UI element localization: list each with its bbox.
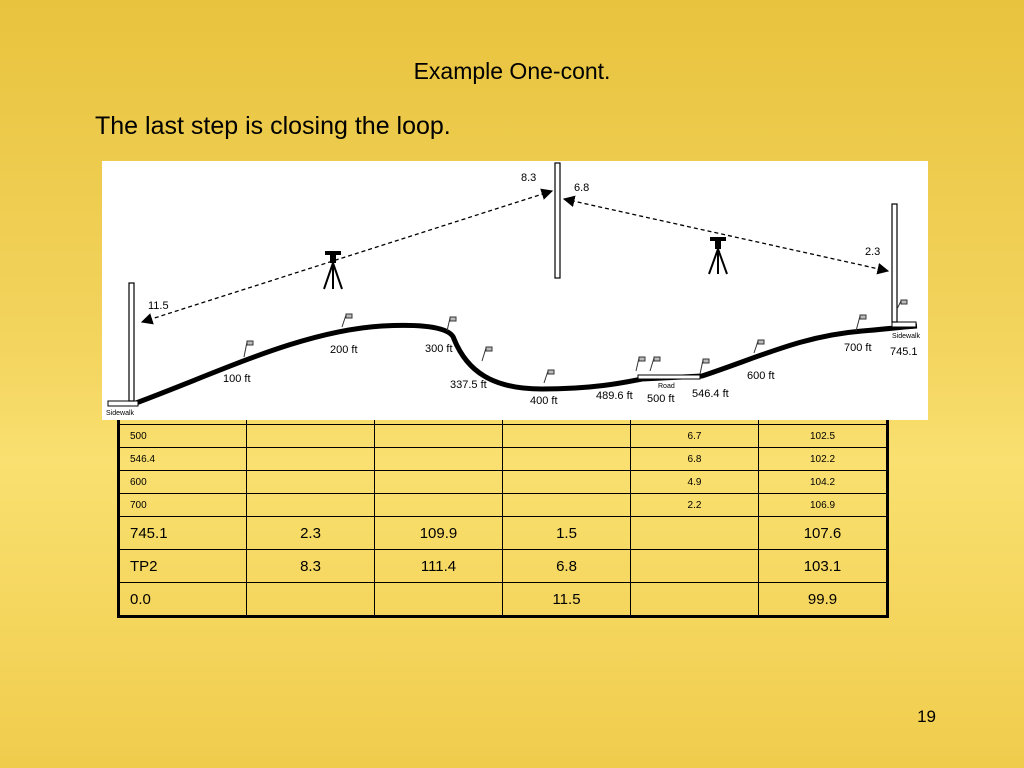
sidewalk-left — [108, 401, 138, 406]
station-label-745-1: 745.1 — [890, 346, 918, 358]
rod-right — [892, 204, 897, 322]
slide-title: Example One-cont. — [413, 58, 611, 84]
table-cell: 6.8 — [503, 550, 631, 583]
profile-svg — [102, 161, 928, 420]
table-cell: 500 — [119, 425, 247, 448]
table-cell — [247, 448, 375, 471]
table-cell: 107.6 — [759, 517, 888, 550]
table-cell — [247, 471, 375, 494]
table-cell: 1.5 — [503, 517, 631, 550]
table-cell — [247, 425, 375, 448]
station-label-489-6: 489.6 ft — [596, 390, 633, 402]
table-cell: 2.2 — [631, 494, 759, 517]
table-cell — [375, 448, 503, 471]
road-label: Road — [658, 383, 675, 390]
table-row — [119, 550, 888, 583]
station-label-600: 600 ft — [747, 370, 775, 382]
table-cell — [247, 583, 375, 617]
table-row — [119, 471, 888, 494]
station-label-200: 200 ft — [330, 344, 358, 356]
station-label-546-4: 546.4 ft — [692, 388, 729, 400]
page-number: 19 — [917, 707, 936, 726]
table-cell: 99.9 — [759, 583, 888, 617]
table-cell — [375, 425, 503, 448]
table-cell — [375, 471, 503, 494]
station-label-400: 400 ft — [530, 395, 558, 407]
station-label-337-5: 337.5 ft — [450, 379, 487, 391]
table-row — [119, 425, 888, 448]
station-label-700: 700 ft — [844, 342, 872, 354]
table-cell: 103.1 — [759, 550, 888, 583]
table-cell — [375, 494, 503, 517]
table-row — [119, 448, 888, 471]
table-cell: 6.7 — [631, 425, 759, 448]
table-cell: 102.5 — [759, 425, 888, 448]
sidewalk-left-label: Sidewalk — [106, 410, 135, 417]
rod-left — [129, 283, 134, 401]
rod-reading-center-backsight: 8.3 — [521, 172, 537, 184]
table-cell — [503, 425, 631, 448]
table-cell: 102.2 — [759, 448, 888, 471]
sight-line-right-foresight — [564, 199, 888, 271]
table-cell: 600 — [119, 471, 247, 494]
table-cell: 111.4 — [375, 550, 503, 583]
rod-center — [555, 163, 560, 278]
table-cell: 2.3 — [247, 517, 375, 550]
rod-reading-right: 2.3 — [865, 246, 881, 258]
table-cell: 11.5 — [503, 583, 631, 617]
slide-subtitle: The last step is closing the loop. — [95, 112, 451, 140]
table-cell: 106.9 — [759, 494, 888, 517]
table-cell — [631, 517, 759, 550]
table-cell — [503, 448, 631, 471]
table-row — [119, 583, 888, 617]
rod-reading-left: 11.5 — [148, 300, 169, 312]
table-cell — [503, 471, 631, 494]
table-cell: TP2 — [119, 550, 247, 583]
sidewalk-right — [892, 322, 916, 327]
sidewalk-right-label: Sidewalk — [892, 333, 921, 340]
road — [638, 375, 700, 379]
station-label-100: 100 ft — [223, 373, 251, 385]
rod-reading-center-foresight: 6.8 — [574, 182, 590, 194]
table-cell: 745.1 — [119, 517, 247, 550]
leveling-profile-diagram — [102, 161, 928, 420]
table-cell: 0.0 — [119, 583, 247, 617]
table-cell: 8.3 — [247, 550, 375, 583]
table-cell: 4.9 — [631, 471, 759, 494]
station-label-300: 300 ft — [425, 343, 453, 355]
table-cell: 700 — [119, 494, 247, 517]
table-cell: 546.4 — [119, 448, 247, 471]
ground-profile — [136, 325, 917, 403]
station-label-500: 500 ft — [647, 393, 675, 405]
table-cell: 6.8 — [631, 448, 759, 471]
table-cell — [503, 494, 631, 517]
table-row — [119, 494, 888, 517]
table-cell — [631, 550, 759, 583]
tripod-left-icon — [324, 251, 342, 289]
table-row — [119, 517, 888, 550]
table-cell — [631, 583, 759, 617]
table-cell — [375, 583, 503, 617]
sight-line-left-backsight — [142, 191, 552, 322]
table-cell: 109.9 — [375, 517, 503, 550]
table-cell — [247, 494, 375, 517]
tripod-right-icon — [709, 237, 727, 274]
table-cell: 104.2 — [759, 471, 888, 494]
